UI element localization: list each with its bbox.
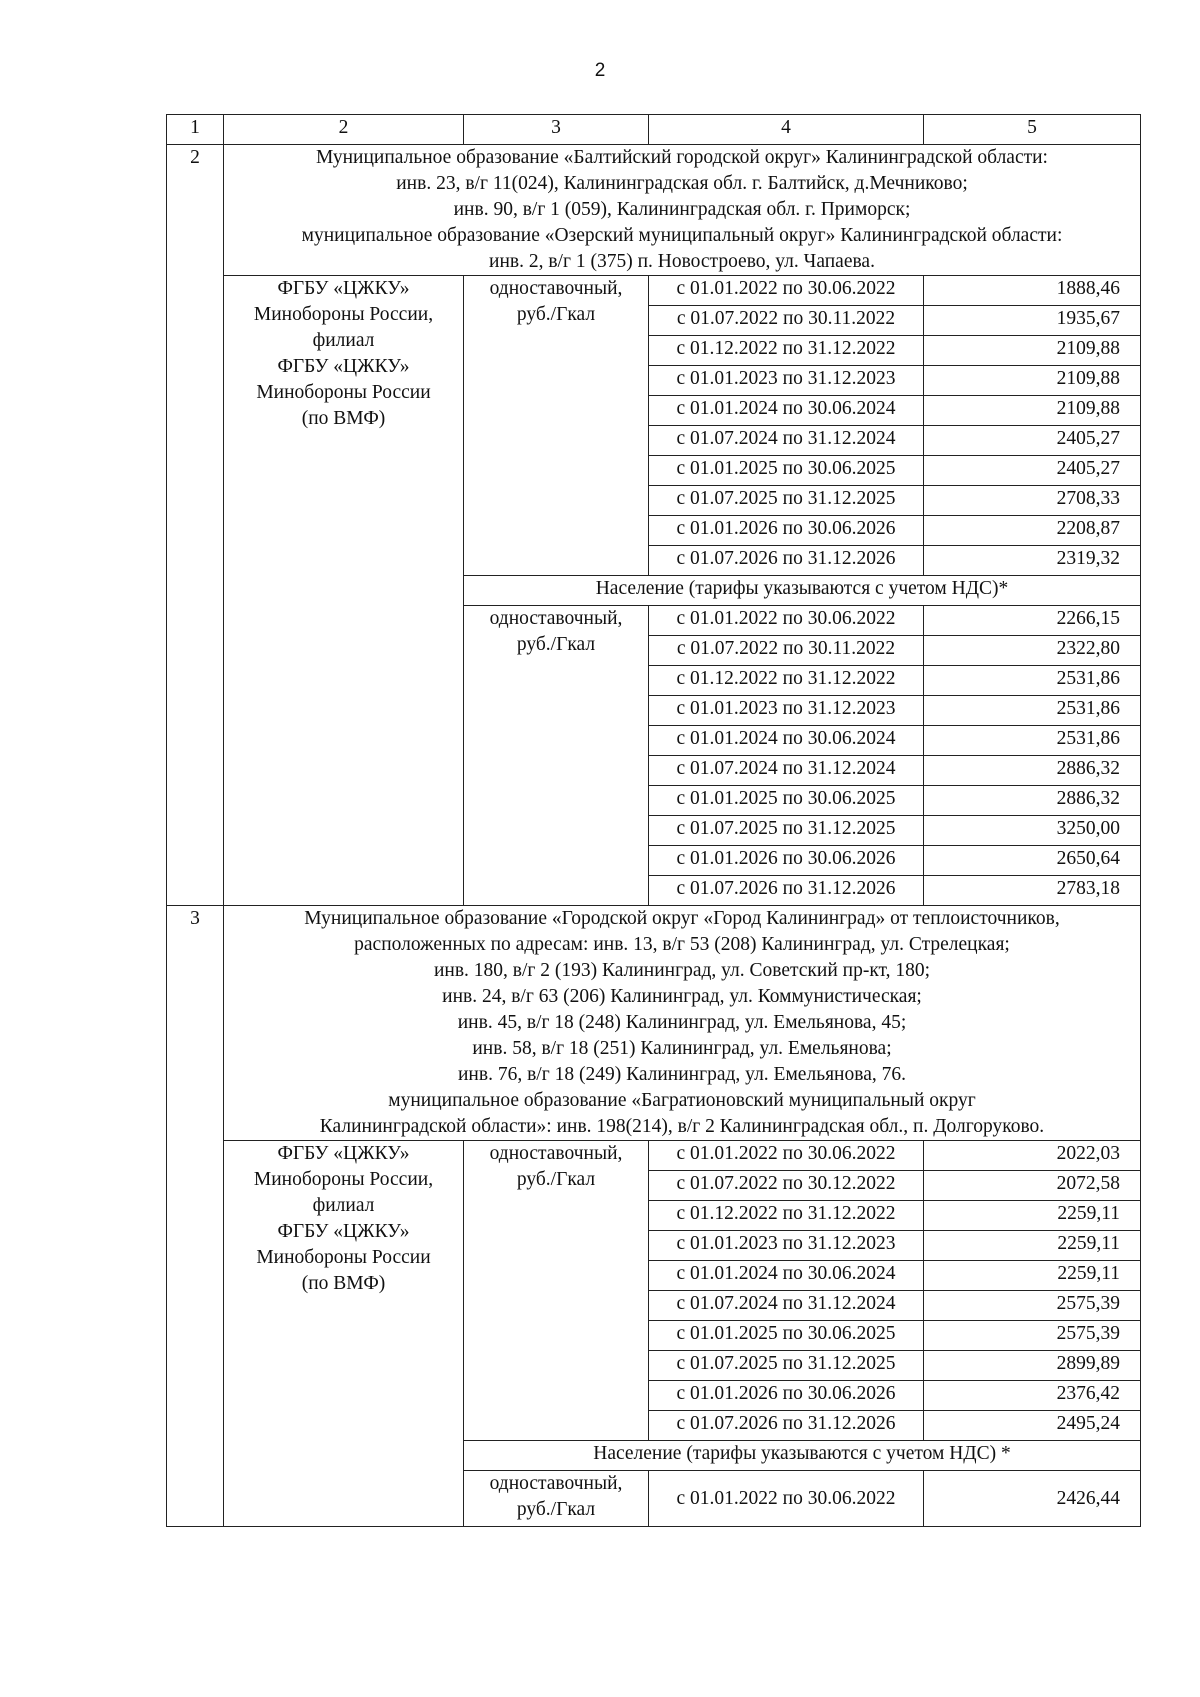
tariff-value-cell: 2531,86 (924, 696, 1141, 726)
period-cell: с 01.01.2023 по 31.12.2023 (649, 696, 924, 726)
organization-line: Минобороны России (256, 382, 431, 403)
section-number: 2 (167, 145, 224, 906)
description-line: инв. 58, в/г 18 (251) Калининград, ул. Емельянова; (472, 1038, 892, 1059)
tariff-value-cell: 2899,89 (924, 1351, 1141, 1381)
description-line: Муниципальное образование «Балтийский городской округ» Калининградской области: (316, 147, 1048, 168)
period-cell: с 01.01.2022 по 30.06.2022 (649, 1471, 924, 1527)
population-label: Население (тарифы указываются с учетом НДС)* (464, 576, 1141, 606)
description-line: Калининградской области»: инв. 198(214), в/г 2 Калининградская обл., п. Долгоруково. (319, 1116, 1045, 1137)
period-cell: с 01.07.2025 по 31.12.2025 (649, 816, 924, 846)
description-line: муниципальное образование «Багратионовский муниципальный округ (388, 1090, 976, 1111)
table-row (167, 1141, 1141, 1171)
tariff-value-cell: 2531,86 (924, 666, 1141, 696)
tariff-value-cell: 2783,18 (924, 876, 1141, 906)
organization-line: ФГБУ «ЦЖКУ» (277, 278, 410, 299)
period-cell: с 01.12.2022 по 31.12.2022 (649, 666, 924, 696)
tariff-value-cell: 2259,11 (924, 1261, 1141, 1291)
header-cell-3: 3 (464, 115, 649, 145)
period-cell: с 01.01.2026 по 30.06.2026 (649, 1381, 924, 1411)
rate-type-line: руб./Гкал (516, 1169, 596, 1190)
description-line: расположенных по адресам: инв. 13, в/г 53 (208) Калининград, ул. Стрелецкая; (354, 934, 1010, 955)
tariff-value-cell: 2259,11 (924, 1231, 1141, 1261)
period-cell: с 01.01.2022 по 30.06.2022 (649, 276, 924, 306)
tariff-value-cell: 2575,39 (924, 1291, 1141, 1321)
tariff-value-cell: 2109,88 (924, 396, 1141, 426)
period-cell: с 01.01.2023 по 31.12.2023 (649, 366, 924, 396)
description-line: инв. 180, в/г 2 (193) Калининград, ул. Советский пр-кт, 180; (433, 960, 931, 981)
description-line: Муниципальное образование «Городской округ «Город Калининград» от теплоисточников, (304, 908, 1060, 929)
section-description (224, 145, 1141, 276)
period-cell: с 01.07.2022 по 30.12.2022 (649, 1171, 924, 1201)
period-cell: с 01.07.2026 по 31.12.2026 (649, 1411, 924, 1441)
tariff-table (166, 114, 1141, 1527)
rate-type-cell (464, 606, 649, 906)
section-number: 3 (167, 906, 224, 1527)
rate-type-cell (464, 1141, 649, 1441)
period-cell: с 01.01.2026 по 30.06.2026 (649, 846, 924, 876)
header-cell-5: 5 (924, 115, 1141, 145)
period-cell: с 01.01.2025 по 30.06.2025 (649, 786, 924, 816)
rate-type-line: одноставочный, (489, 1473, 623, 1494)
period-cell: с 01.07.2022 по 30.11.2022 (649, 306, 924, 336)
organization-line: филиал (312, 1195, 375, 1216)
tariff-value-cell: 2405,27 (924, 456, 1141, 486)
tariff-value-cell: 2319,32 (924, 546, 1141, 576)
tariff-value-cell: 2109,88 (924, 336, 1141, 366)
period-cell: с 01.01.2024 по 30.06.2024 (649, 726, 924, 756)
tariff-value-cell: 2886,32 (924, 756, 1141, 786)
description-line: инв. 76, в/г 18 (249) Калининград, ул. Емельянова, 76. (458, 1064, 906, 1085)
header-cell-4: 4 (649, 115, 924, 145)
rate-type-line: руб./Гкал (516, 1499, 596, 1520)
tariff-value-cell: 2405,27 (924, 426, 1141, 456)
description-line: инв. 2, в/г 1 (375) п. Новостроево, ул. Чапаева. (489, 251, 875, 272)
description-line: инв. 45, в/г 18 (248) Калининград, ул. Емельянова, 45; (457, 1012, 907, 1033)
period-cell: с 01.01.2024 по 30.06.2024 (649, 396, 924, 426)
rate-type-line: одноставочный, (489, 608, 623, 629)
period-cell: с 01.01.2024 по 30.06.2024 (649, 1261, 924, 1291)
rate-type-line: руб./Гкал (516, 304, 596, 325)
organization-cell (224, 276, 464, 906)
period-cell: с 01.07.2025 по 31.12.2025 (649, 1351, 924, 1381)
tariff-value-cell: 2426,44 (924, 1471, 1141, 1527)
period-cell: с 01.07.2025 по 31.12.2025 (649, 486, 924, 516)
period-cell: с 01.07.2024 по 31.12.2024 (649, 756, 924, 786)
organization-line: Минобороны России (256, 1247, 431, 1268)
tariff-value-cell: 2376,42 (924, 1381, 1141, 1411)
organization-cell (224, 1141, 464, 1527)
organization-line: ФГБУ «ЦЖКУ» (277, 1221, 410, 1242)
tariff-value-cell: 2259,11 (924, 1201, 1141, 1231)
description-line: инв. 90, в/г 1 (059), Калининградская обл. г. Приморск; (453, 199, 911, 220)
rate-type-cell (464, 1471, 649, 1527)
tariff-value-cell: 1935,67 (924, 306, 1141, 336)
tariff-value-cell: 2072,58 (924, 1171, 1141, 1201)
tariff-value-cell: 2495,24 (924, 1411, 1141, 1441)
rate-type-line: одноставочный, (489, 278, 623, 299)
description-line: инв. 23, в/г 11(024), Калининградская обл. г. Балтийск, д.Мечниково; (396, 173, 968, 194)
organization-line: ФГБУ «ЦЖКУ» (277, 1143, 410, 1164)
section-header-row (167, 145, 1141, 276)
period-cell: с 01.01.2022 по 30.06.2022 (649, 1141, 924, 1171)
period-cell: с 01.01.2025 по 30.06.2025 (649, 456, 924, 486)
tariff-value-cell: 2208,87 (924, 516, 1141, 546)
header-row (167, 115, 1141, 145)
tariff-value-cell: 2266,15 (924, 606, 1141, 636)
period-cell: с 01.07.2026 по 31.12.2026 (649, 546, 924, 576)
period-cell: с 01.12.2022 по 31.12.2022 (649, 1201, 924, 1231)
tariff-value-cell: 3250,00 (924, 816, 1141, 846)
tariff-value-cell: 2708,33 (924, 486, 1141, 516)
organization-line: (по ВМФ) (301, 1273, 386, 1294)
tariff-value-cell: 2531,86 (924, 726, 1141, 756)
organization-line: филиал (312, 330, 375, 351)
tariff-value-cell: 2575,39 (924, 1321, 1141, 1351)
period-cell: с 01.01.2022 по 30.06.2022 (649, 606, 924, 636)
tariff-value-cell: 2886,32 (924, 786, 1141, 816)
tariff-value-cell: 1888,46 (924, 276, 1141, 306)
organization-line: Минобороны России, (253, 1169, 434, 1190)
rate-type-line: руб./Гкал (516, 634, 596, 655)
description-line: муниципальное образование «Озерский муниципальный округ» Калининградской области: (301, 225, 1063, 246)
organization-line: Минобороны России, (253, 304, 434, 325)
table-row (167, 276, 1141, 306)
tariff-value-cell: 2022,03 (924, 1141, 1141, 1171)
section-description (224, 906, 1141, 1141)
period-cell: с 01.12.2022 по 31.12.2022 (649, 336, 924, 366)
tariff-value-cell: 2322,80 (924, 636, 1141, 666)
section-header-row (167, 906, 1141, 1141)
description-line: инв. 24, в/г 63 (206) Калининград, ул. Коммунистическая; (442, 986, 922, 1007)
period-cell: с 01.01.2023 по 31.12.2023 (649, 1231, 924, 1261)
header-cell-1: 1 (167, 115, 224, 145)
period-cell: с 01.07.2024 по 31.12.2024 (649, 1291, 924, 1321)
tariff-value-cell: 2109,88 (924, 366, 1141, 396)
period-cell: с 01.01.2026 по 30.06.2026 (649, 516, 924, 546)
rate-type-line: одноставочный, (489, 1143, 623, 1164)
period-cell: с 01.07.2022 по 30.11.2022 (649, 636, 924, 666)
tariff-value-cell: 2650,64 (924, 846, 1141, 876)
period-cell: с 01.01.2025 по 30.06.2025 (649, 1321, 924, 1351)
rate-type-cell (464, 276, 649, 576)
header-cell-2: 2 (224, 115, 464, 145)
period-cell: с 01.07.2024 по 31.12.2024 (649, 426, 924, 456)
page-number: 2 (594, 60, 606, 81)
period-cell: с 01.07.2026 по 31.12.2026 (649, 876, 924, 906)
population-label: Население (тарифы указываются с учетом НДС) * (464, 1441, 1141, 1471)
organization-line: ФГБУ «ЦЖКУ» (277, 356, 410, 377)
organization-line: (по ВМФ) (301, 408, 386, 429)
